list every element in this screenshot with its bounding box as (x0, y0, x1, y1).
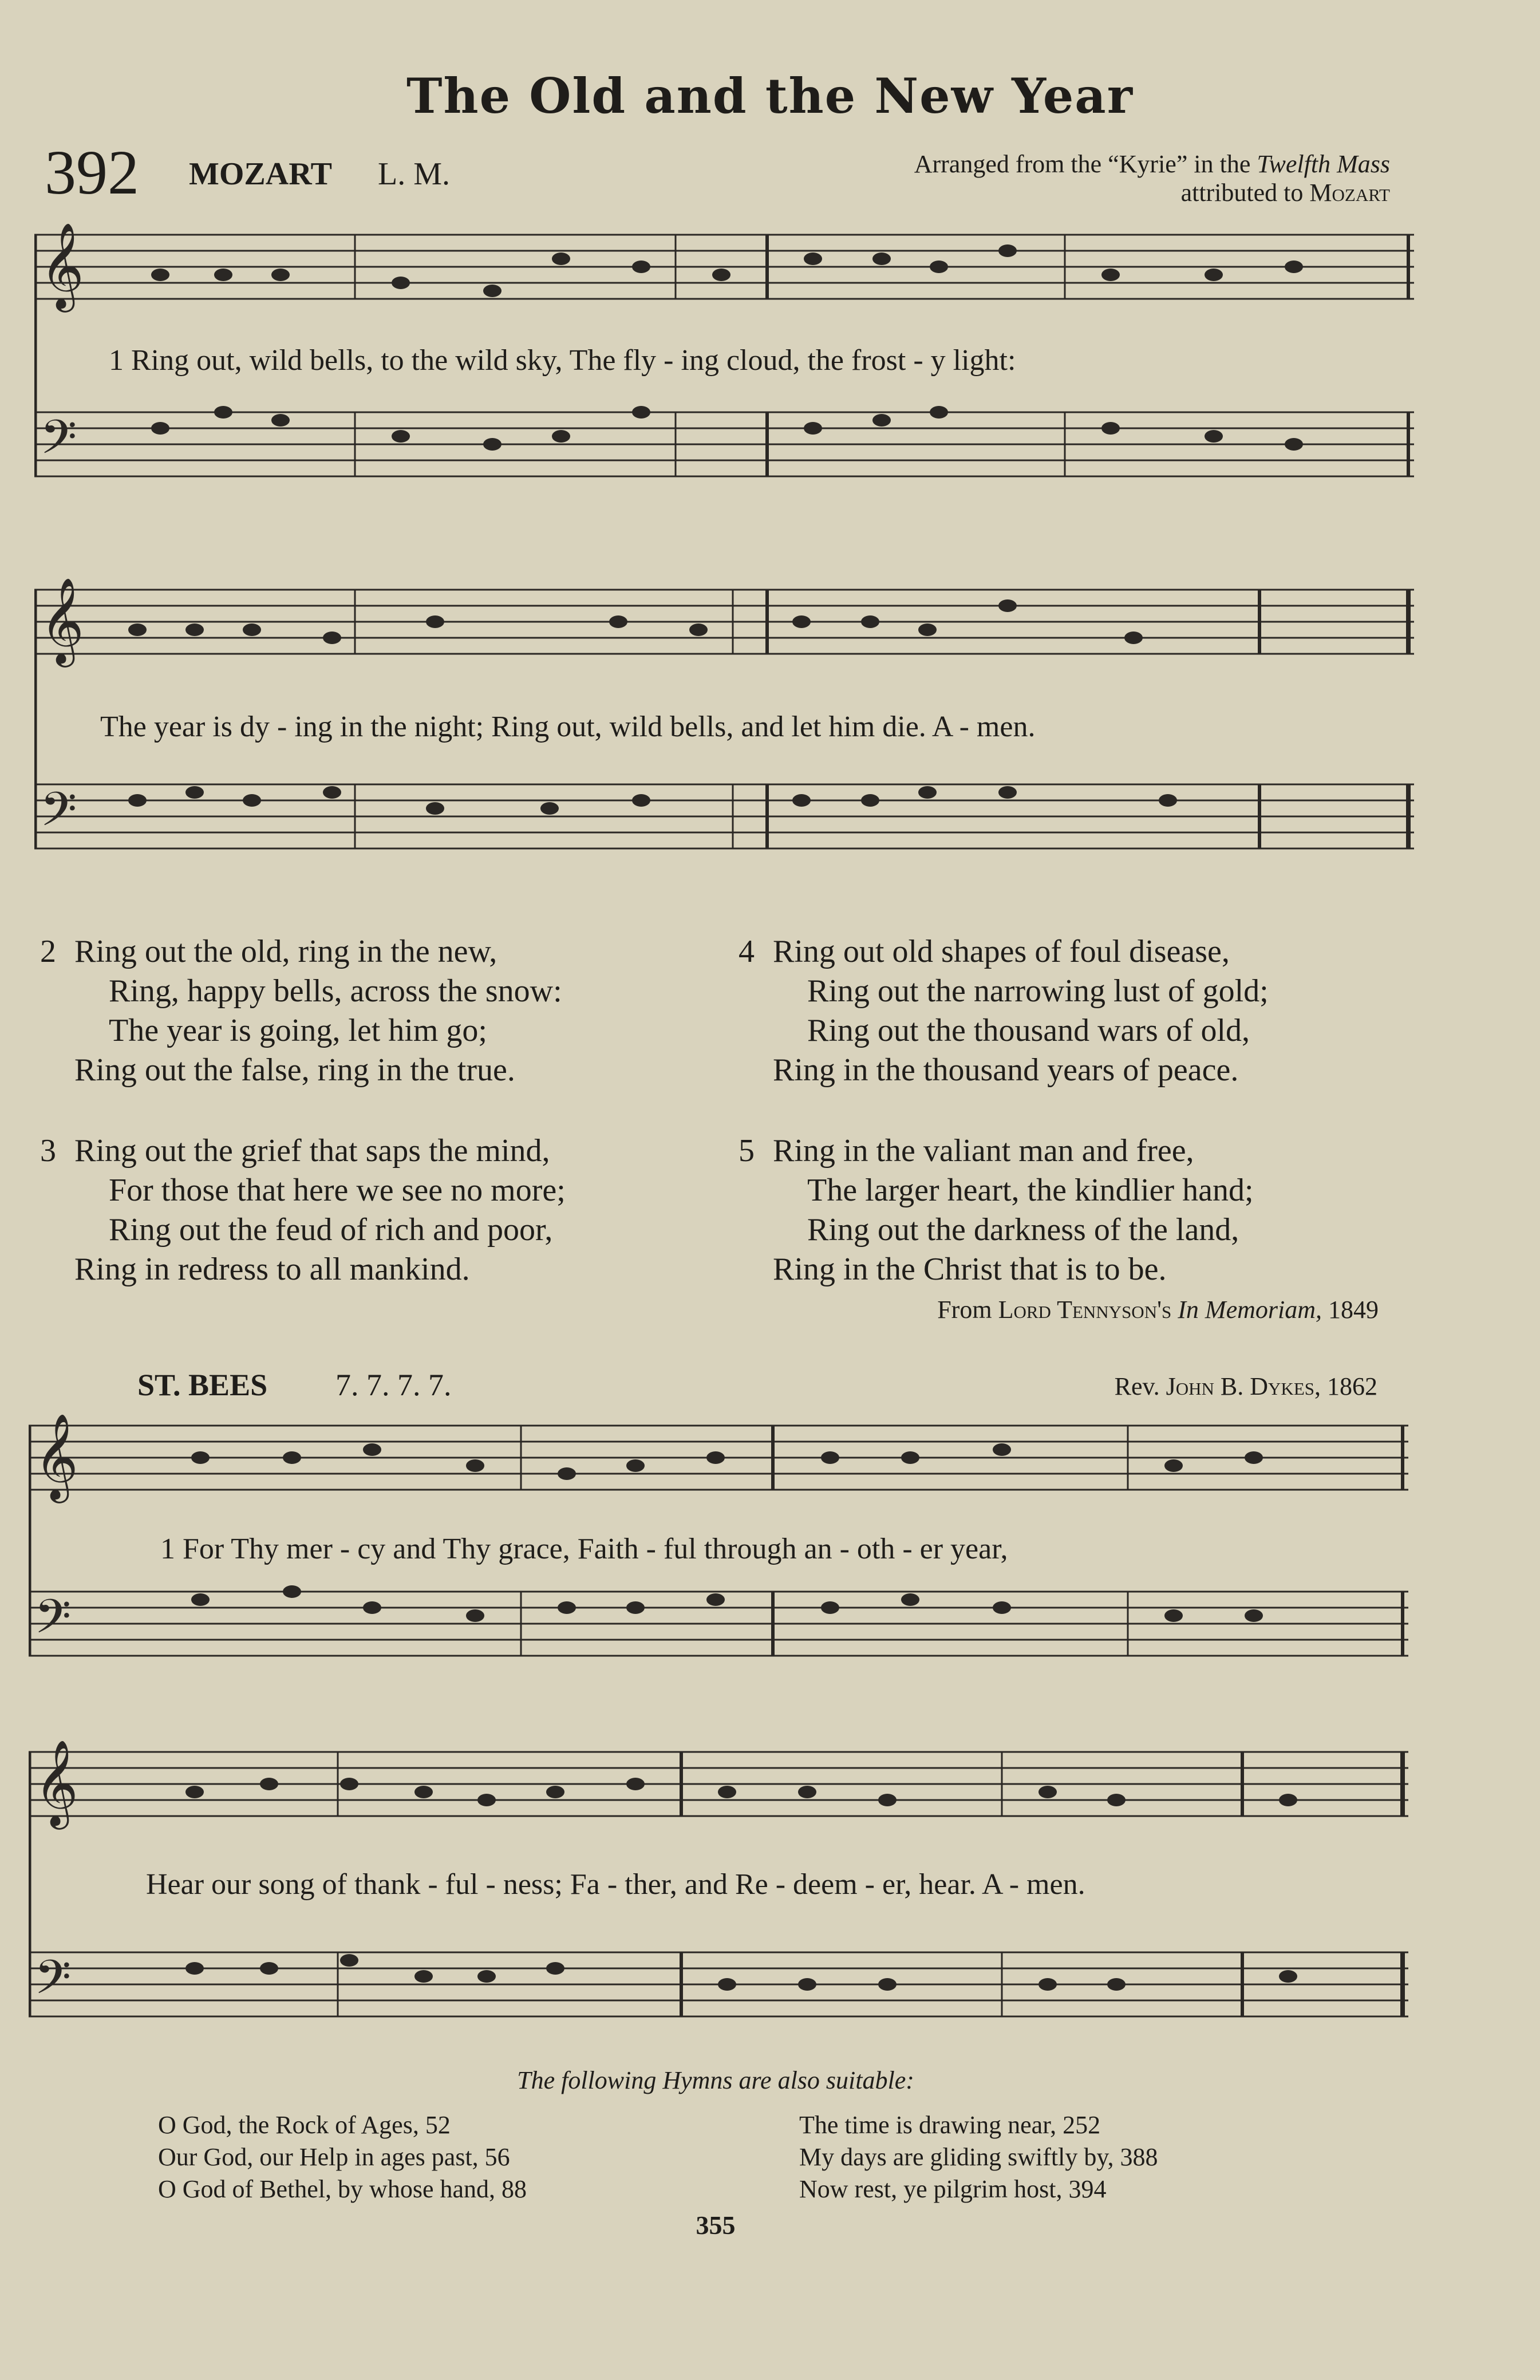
verse-line: Ring out the grief that saps the mind, (74, 1133, 550, 1169)
composer-name: John B. Dykes, (1166, 1372, 1321, 1400)
attribution-text: Arranged from the “Kyrie” in the (914, 150, 1257, 178)
lyrics-line-1: 1 Ring out, wild bells, to the wild sky, The fly - ing cloud, the frost - y light: (109, 344, 1016, 377)
verse-5 (739, 1131, 1254, 1289)
suitable-heading: The following Hymns are also suitable: (517, 2066, 914, 2094)
attribution-text2: attributed to (1180, 179, 1310, 207)
verse-line: Ring out the thousand wars of old, (807, 1013, 1250, 1048)
lyrics-line-4: Hear our song of thank - ful - ness; Fa - ther, and Re - deem - er, hear. A - men. (146, 1868, 1085, 1901)
treble-clef-icon-2: 𝄞 (40, 577, 84, 664)
suitable-item: My days are gliding swiftly by, 388 (799, 2143, 1158, 2171)
credit-prefix: From (937, 1296, 998, 1324)
suitable-list-left (158, 2109, 527, 2205)
verse-line: Ring out old shapes of foul disease, (773, 934, 1230, 969)
verse-line: Ring out the old, ring in the new, (74, 934, 497, 969)
verse-number: 2 (40, 934, 56, 969)
verse-line: Ring out the false, ring in the true. (74, 1052, 515, 1088)
suitable-list-right (799, 2109, 1158, 2205)
tune-name: MOZART (189, 156, 333, 192)
verse-line: The larger heart, the kindlier hand; (807, 1173, 1254, 1208)
suitable-item: Our God, our Help in ages past, 56 (158, 2143, 510, 2171)
tune-meter: L. M. (378, 156, 450, 192)
verse-line: Ring out the feud of rich and poor, (109, 1212, 553, 1248)
verse-line: Ring, happy bells, across the snow: (109, 973, 562, 1009)
verse-number: 4 (739, 934, 755, 969)
verse-line: Ring in the Christ that is to be. (773, 1252, 1167, 1287)
suitable-item: O God, the Rock of Ages, 52 (158, 2111, 451, 2139)
bass-clef-icon: 𝄢 (40, 409, 77, 476)
verse-line: Ring out the narrowing lust of gold; (807, 973, 1269, 1009)
bass-clef-icon-4: 𝄢 (34, 1949, 72, 2016)
verse-number: 3 (40, 1133, 56, 1169)
notes-system-2 (128, 599, 1177, 815)
attribution-work: Twelfth Mass (1257, 150, 1390, 178)
credit-year: 1849 (1328, 1296, 1379, 1324)
tune-name-2: ST. BEES (137, 1368, 268, 1402)
tune-meter-2: 7. 7. 7. 7. (335, 1368, 452, 1402)
verse-line: For those that here we see no more; (109, 1173, 566, 1208)
suitable-item: The time is drawing near, 252 (799, 2111, 1101, 2139)
bass-clef-icon-3: 𝄢 (34, 1589, 72, 1656)
text-source-credit (937, 1295, 1379, 1324)
suitable-item: O God of Bethel, by whose hand, 88 (158, 2175, 527, 2203)
bass-clef-icon-2: 𝄢 (40, 782, 77, 848)
page-title: The Old and the New Year (406, 68, 1134, 124)
lyrics-line-2: The year is dy - ing in the night; Ring out, wild bells, and let him die. A - men. (100, 711, 1036, 743)
hymn-number: 392 (45, 137, 139, 207)
verse-number: 5 (739, 1133, 755, 1169)
treble-clef-icon-3: 𝄞 (34, 1412, 78, 1499)
treble-clef-icon: 𝄞 (40, 222, 84, 309)
composer-credit (1115, 1372, 1377, 1401)
suitable-item: Now rest, ye pilgrim host, 394 (799, 2175, 1107, 2203)
verse-3 (40, 1131, 566, 1289)
verse-line: Ring in redress to all mankind. (74, 1252, 470, 1287)
treble-clef-icon-4: 𝄞 (34, 1739, 78, 1826)
verse-line: Ring in the thousand years of peace. (773, 1052, 1239, 1088)
verse-4 (739, 932, 1269, 1090)
verse-line: The year is going, let him go; (109, 1013, 487, 1048)
verse-line: Ring out the darkness of the land, (807, 1212, 1239, 1248)
composer-prefix: Rev. (1114, 1372, 1166, 1400)
credit-work: In Memoriam, (1178, 1296, 1322, 1324)
verse-line: Ring in the valiant man and free, (773, 1133, 1194, 1169)
attribution-composer: Mozart (1309, 179, 1390, 207)
arrangement-attribution (914, 150, 1390, 207)
lyrics-line-3: 1 For Thy mer - cy and Thy grace, Faith - ful through an - oth - er year, (160, 1533, 1008, 1565)
credit-author: Lord Tennyson's (998, 1296, 1172, 1324)
composer-year: 1862 (1327, 1372, 1377, 1400)
verse-2 (40, 932, 562, 1090)
page-number: 355 (696, 2211, 736, 2240)
